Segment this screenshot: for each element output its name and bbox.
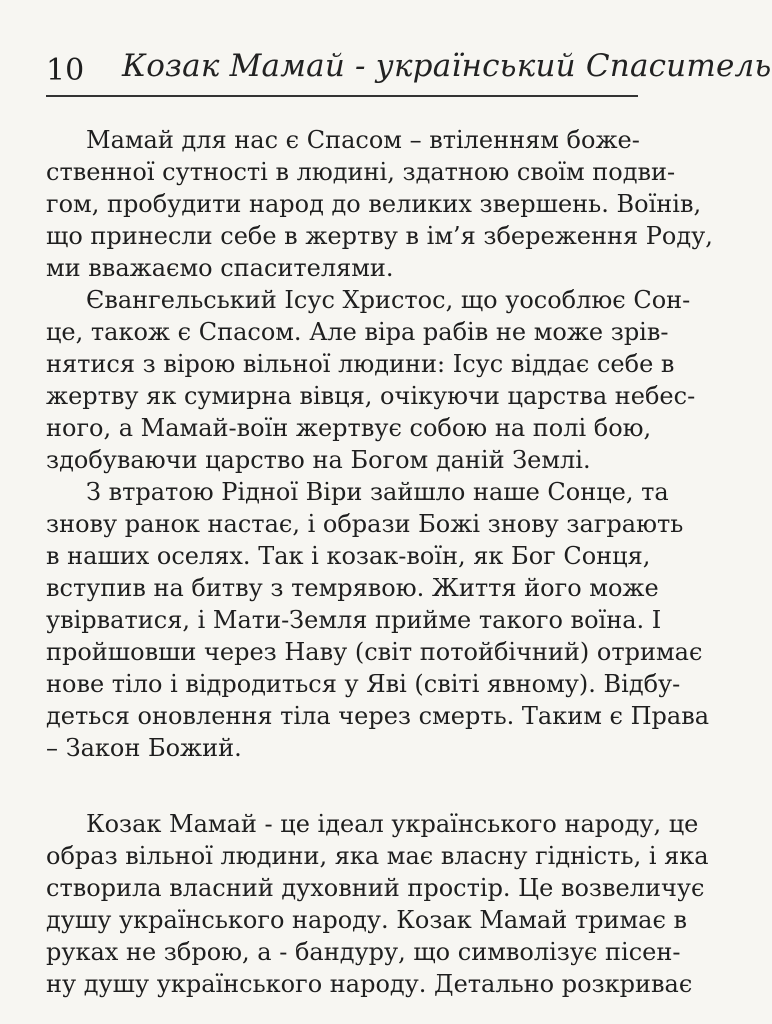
text-line: ну душу українського народу. Детально розкриває bbox=[46, 970, 693, 998]
text-line: душу українського народу. Козак Мамай тримає в bbox=[46, 906, 688, 934]
body-text bbox=[46, 124, 713, 1000]
paragraph-1 bbox=[46, 124, 713, 284]
text-line: знову ранок настає, і образи Божі знову заграють bbox=[46, 510, 684, 538]
text-line: нове тіло і відродиться у Яві (світі явному). Відбу- bbox=[46, 670, 681, 698]
header-rule bbox=[46, 95, 638, 97]
text-line: вступив на битву з темрявою. Життя його може bbox=[46, 574, 659, 602]
text-line: деться оновлення тіла через смерть. Таким є Права bbox=[46, 702, 710, 730]
running-header-title: Козак Мамай - український Спаситель bbox=[122, 48, 772, 84]
running-header bbox=[46, 48, 772, 100]
text-line: жертву як сумирна вівця, очікуючи царства небес- bbox=[46, 382, 696, 410]
text-line: ми вважаємо спасителями. bbox=[46, 254, 394, 282]
text-line: пройшовши через Наву (світ потойбічний) отримає bbox=[46, 638, 703, 666]
paragraph-3 bbox=[46, 476, 710, 764]
text-line: Козак Мамай - це ідеал українського народу, це bbox=[86, 810, 699, 838]
text-line: увірватися, і Мати-Земля прийме такого воїна. І bbox=[46, 606, 662, 634]
text-line: здобуваючи царство на Богом даній Землі. bbox=[46, 446, 591, 474]
paragraph-4 bbox=[46, 808, 709, 1000]
text-line: в наших оселях. Так і козак-воїн, як Бог Сонця, bbox=[46, 542, 651, 570]
paragraph-spacer bbox=[46, 764, 636, 808]
text-line: створила власний духовний простір. Це возвеличує bbox=[46, 874, 705, 902]
text-line: Мамай для нас є Спасом – втіленням боже- bbox=[86, 126, 640, 154]
text-line: ного, а Мамай-воїн жертвує собою на полі бою, bbox=[46, 414, 652, 442]
paragraph-2 bbox=[46, 284, 696, 476]
text-line: це, також є Спасом. Але віра рабів не може зрів- bbox=[46, 318, 669, 346]
text-line: – Закон Божий. bbox=[46, 734, 242, 762]
text-line: Євангельський Ісус Христос, що уособлює Сон- bbox=[86, 286, 691, 314]
text-line: нятися з вірою вільної людини: Ісус віддає себе в bbox=[46, 350, 675, 378]
text-line: образ вільної людини, яка має власну гідність, і яка bbox=[46, 842, 709, 870]
text-line: руках не зброю, а - бандуру, що символізує пісен- bbox=[46, 938, 681, 966]
text-line: що принесли себе в жертву в ім’я збереження Роду, bbox=[46, 222, 713, 250]
text-line: З втратою Рідної Віри зайшло наше Сонце, та bbox=[86, 478, 669, 506]
text-line: гом, пробудити народ до великих звершень. Воїнів, bbox=[46, 190, 702, 218]
text-line: ственної сутності в людині, здатною своїм подви- bbox=[46, 158, 676, 186]
page-number: 10 bbox=[46, 53, 85, 88]
